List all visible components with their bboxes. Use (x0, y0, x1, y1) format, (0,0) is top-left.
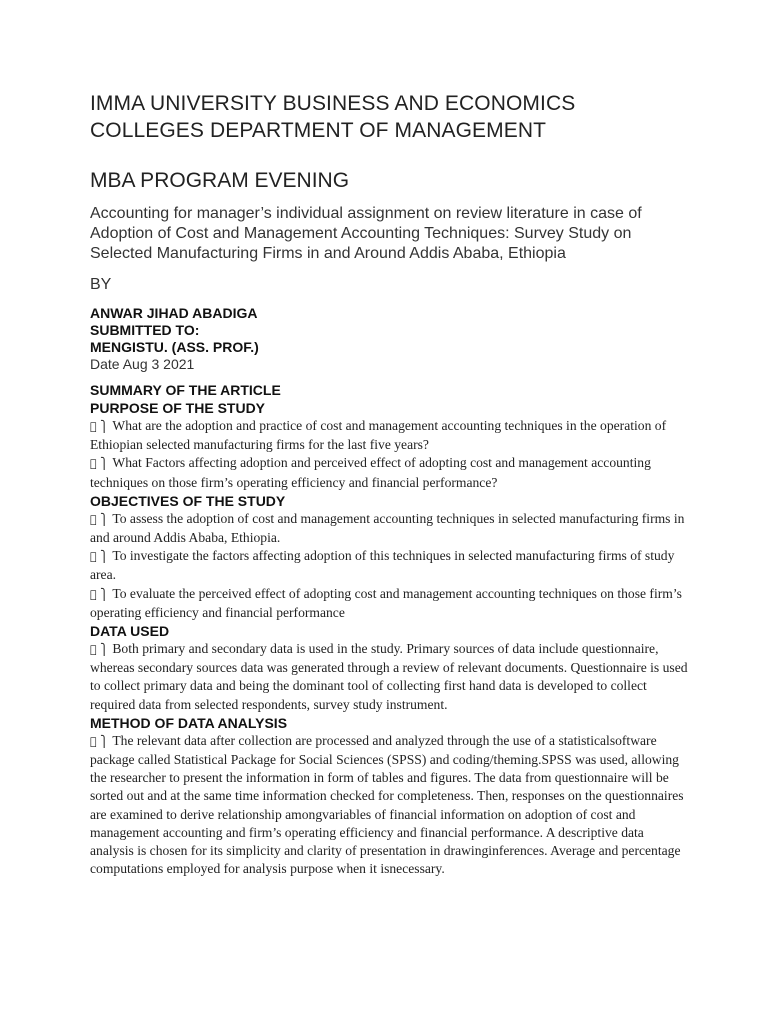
list-item: ⎫ What Factors affecting adoption and perceived effect of adopting cost and management accounting techniques on those firm’s operating efficiency and financial performance? (90, 455, 641, 490)
list-item: ⎫ The relevant data after collection are processed and analyzed through the use of a statisticalsoftware package called Statistical Package for Social Sciences (SPSS) and coding/theming.SPSS was used, allowing the researcher to present the information in form of tables and figures. The data from questionnaire will be sorted out and at the same time information checked for completeness. Then, responses on the questionnaires are examined to derive relationship amongvariables of financial information on adoption of cost and management accounting and firm’s operating efficiency and financial performance. A descriptive data analysis is chosen for its simplicity and clarity of presentation in drawinginferences. Average and percentage computations employed for analysis purpose when it isnecessary. (90, 732, 684, 877)
title-line-2: COLLEGES DEPARTMENT OF MANAGEMENT (90, 119, 547, 142)
author-name: ANWAR JIHAD ABADIGA (90, 305, 258, 321)
list-item: ⎫ To investigate the factors affecting adoption of this techniques in selected manufacturing firms of study area. (90, 548, 665, 583)
method-heading: METHOD OF DATA ANALYSIS (90, 714, 288, 731)
supervisor-name: MENGISTU. (ASS. PROF.) (90, 339, 259, 355)
bullet-icon: ⎫ (90, 587, 99, 601)
submitted-to-label: SUBMITTED TO: (90, 322, 200, 338)
bullet-icon: ⎫ (90, 734, 99, 748)
purpose-heading: PURPOSE OF THE STUDY (90, 400, 266, 416)
assignment-subtitle: Accounting for manager’s individual assignment on review literature in case of Adoption of Cost and Management Accounting Techniques: Survey Study on Selected Manufacturing Firms in and Around Addis Ababa, Ethiopia (90, 205, 642, 262)
bullet-icon: ⎫ (90, 457, 99, 471)
bullet-icon: ⎫ (90, 420, 99, 433)
document-title (90, 90, 690, 144)
data-used-heading: DATA USED (90, 623, 170, 640)
list-item: ⎫ To assess the adoption of cost and management accounting techniques in selected manufacturing firms in and around Addis Ababa, Ethiopia. (90, 510, 675, 546)
submission-date: Date Aug 3 2021 (90, 356, 195, 372)
list-item: ⎫ To evaluate the perceived effect of adopting cost and management accounting techniques on those firm’s operating efficiency and financial performance (90, 585, 672, 620)
list-item: ⎫ Both primary and secondary data is used in the study. Primary sources of data include questionnaire, whereas secondary sources data was generated through a review of relevant documents. Questionnaire is used to collect primary data and being the dominant tool of collecting first hand data is developed to collect required data from selected respondents, survey study instrument. (90, 641, 688, 712)
objectives-heading: OBJECTIVES OF THE STUDY (90, 492, 286, 509)
bullet-icon: ⎫ (90, 550, 99, 564)
title-line-1: IMMA UNIVERSITY BUSINESS AND ECONOMICS (90, 92, 576, 115)
bullet-icon: ⎫ (90, 643, 99, 657)
document-page (90, 90, 690, 878)
by-label: BY (90, 276, 112, 293)
program-heading: MBA PROGRAM EVENING (90, 169, 350, 192)
bullet-icon: ⎫ (90, 512, 99, 526)
list-item: ⎫ What are the adoption and practice of cost and management accounting techniques in the operation of Ethiopian selected manufacturing firms for the last five years? (90, 418, 656, 453)
summary-heading: SUMMARY OF THE ARTICLE (90, 382, 281, 398)
